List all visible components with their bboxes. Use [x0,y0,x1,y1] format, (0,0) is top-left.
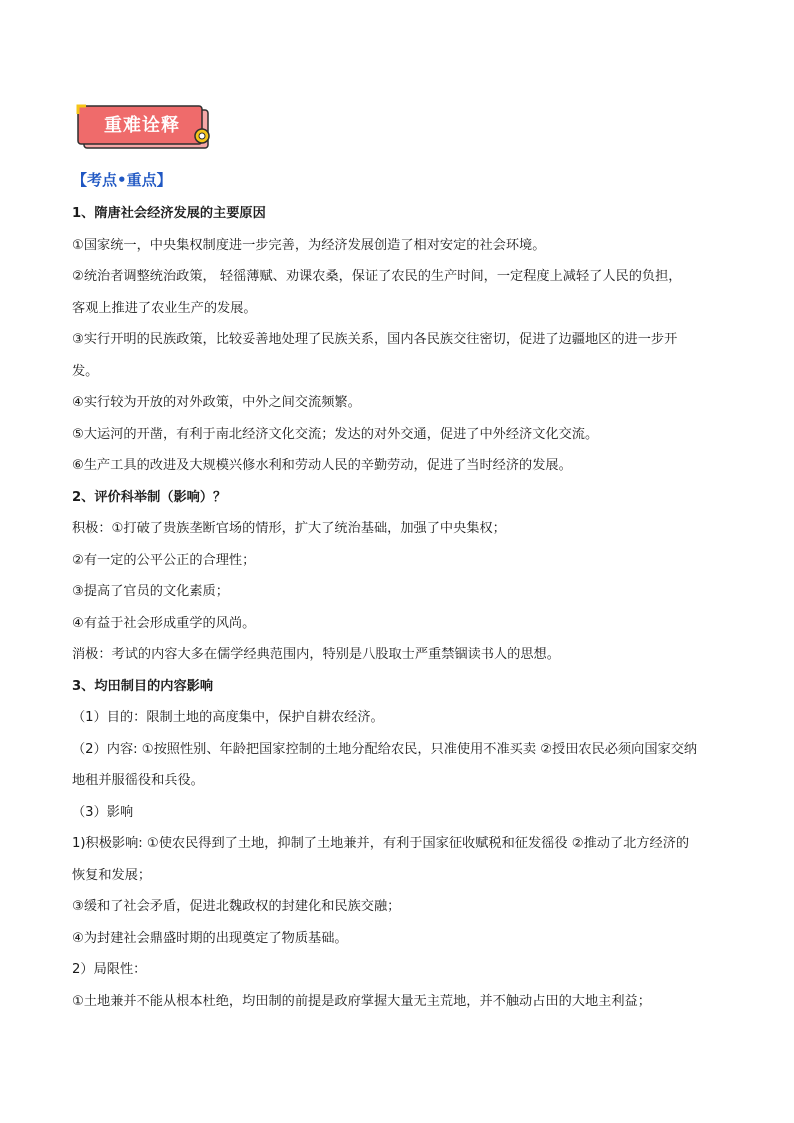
paragraph-line: 客观上推进了农业生产的发展。 [72,300,257,316]
paragraph-line: （2）内容: ①按照性别、年龄把国家控制的土地分配给农民，只准使用不准买卖 ②授田农民必须向国家交纳 [72,741,698,757]
document-body [72,168,722,1019]
paragraph-line: ①国家统一，中央集权制度进一步完善，为经济发展创造了相对安定的社会环境。 [72,237,546,253]
banner-title: 重难诠释 [104,115,180,136]
paragraph-line: ④为封建社会鼎盛时期的出现奠定了物质基础。 [72,930,348,946]
paragraph-line: ④实行较为开放的对外政策，中外之间交流频繁。 [72,395,361,410]
paragraph-line: ①土地兼并不能从根本杜绝，均田制的前提是政府掌握大量无主荒地，并不触动占田的大地主利益； [72,993,651,1009]
paragraph-line: （1）目的：限制土地的高度集中，保护自耕农经济。 [72,710,384,725]
heading-1: 1、隋唐社会经济发展的主要原因 [72,206,266,221]
paragraph-line: 恢复和发展； [72,867,152,883]
paragraph-line: ②统治者调整统治政策， 轻徭薄赋、劝课农桑，保证了农民的生产时间，一定程度上减轻了人民的负担， [72,269,682,284]
paragraph-line: ⑤大运河的开凿，有利于南北经济文化交流；发达的对外交通，促进了中外经济文化交流。 [72,426,599,442]
paragraph-line: 消极：考试的内容大多在儒学经典范围内，特别是八股取士严重禁锢读书人的思想。 [72,647,560,662]
heading-3: 3、均田制目的内容影响 [72,678,214,694]
paragraph-line: ④有益于社会形成重学的风尚。 [72,615,256,631]
section-banner [72,100,212,152]
paragraph-line: 积极：①打破了贵族垄断官场的情形，扩大了统治基础，加强了中央集权； [72,521,506,536]
paragraph-line: ③提高了官员的文化素质； [72,584,229,599]
section-heading: 【考点•重点】 [72,171,172,189]
paragraph-line: ③实行开明的民族政策，比较妥善地处理了民族关系，国内各民族交往密切，促进了边疆地区的进一步开 [72,332,678,347]
paragraph-line: ②有一定的公平公正的合理性； [72,552,256,568]
heading-2: 2、评价科举制（影响）？ [72,489,227,505]
paragraph-line: ③缓和了社会矛盾，促进北魏政权的封建化和民族交融； [72,899,401,914]
paragraph-line: 发。 [72,363,99,379]
paragraph-line: 2）局限性： [72,962,147,977]
paragraph-line: ⑥生产工具的改进及大规模兴修水利和劳动人民的辛勤劳动，促进了当时经济的发展。 [72,458,572,473]
paragraph-line: （3）影响 [72,804,134,820]
paragraph-line: 1)积极影响: ①使农民得到了土地，抑制了土地兼并，有利于国家征收赋税和征发徭役 ②推动了北方经济的 [72,836,690,851]
paragraph-line: 地租并服徭役和兵役。 [72,773,204,788]
